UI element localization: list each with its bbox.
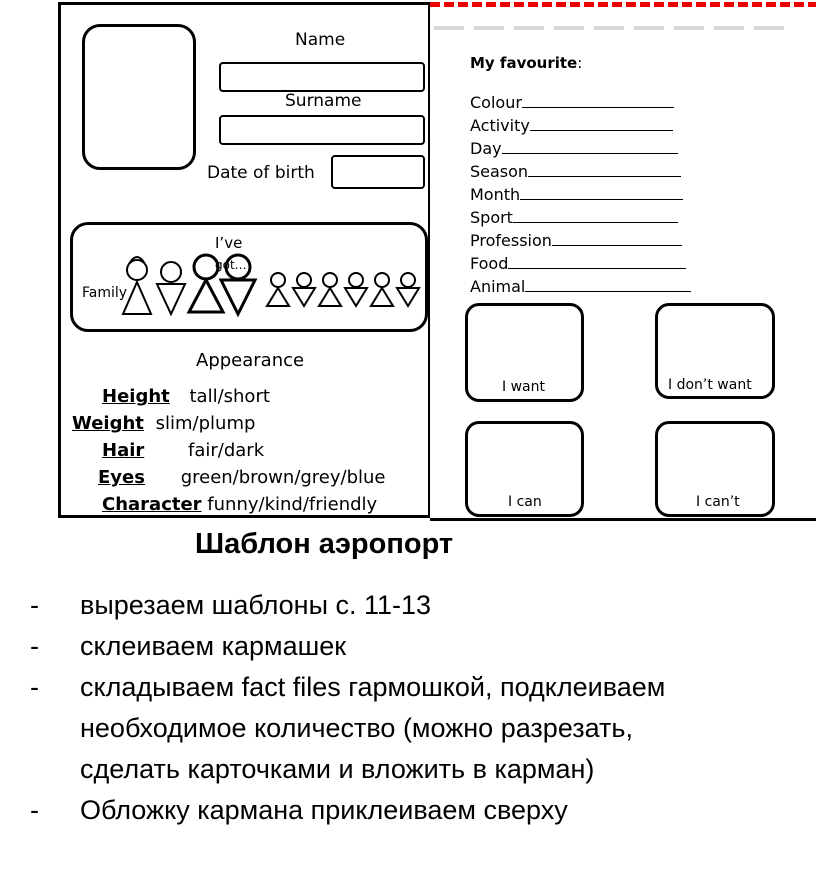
favourite-item — [470, 183, 691, 206]
appearance-value: green/brown/grey/blue — [180, 467, 386, 488]
card-label: I want — [502, 379, 545, 395]
family-label: Family — [82, 285, 128, 301]
favourite-blank[interactable] — [530, 116, 673, 131]
surname-label: Surname — [285, 91, 362, 111]
favourite-item — [470, 275, 691, 298]
favourite-title-text: My favourite — [470, 54, 578, 72]
appearance-row — [102, 386, 270, 407]
appearance-row — [102, 440, 264, 461]
favourite-item — [470, 160, 691, 183]
appearance-value: slim/plump — [155, 413, 256, 434]
appearance-key: Weight — [72, 413, 144, 434]
appearance-key: Character — [102, 494, 202, 515]
appearance-key: Eyes — [98, 467, 145, 488]
favourite-title-colon: : — [577, 54, 583, 72]
appearance-title: Appearance — [196, 350, 305, 371]
dob-label: Date of birth — [207, 163, 315, 183]
favourite-item — [470, 206, 691, 229]
right-panel-bottom-line — [430, 518, 816, 521]
instructions-title: Шаблон аэропорт — [195, 528, 454, 560]
appearance-value: tall/short — [189, 386, 270, 407]
instructions-list — [30, 585, 810, 831]
instruction-item — [30, 667, 720, 790]
card-label: I can’t — [696, 494, 740, 510]
appearance-row — [72, 413, 255, 434]
favourite-blank[interactable] — [508, 254, 686, 269]
favourite-item — [470, 114, 691, 137]
favourite-label: Animal — [470, 277, 526, 296]
favourite-label: Food — [470, 254, 509, 273]
favourite-label: Sport — [470, 208, 513, 227]
appearance-row — [98, 467, 386, 488]
photo-frame — [82, 24, 196, 170]
fold-line — [434, 15, 814, 21]
card-label: I can — [508, 494, 542, 510]
appearance-key: Hair — [102, 440, 145, 461]
favourite-label: Colour — [470, 93, 522, 112]
appearance-row — [102, 494, 377, 515]
favourite-label: Day — [470, 139, 502, 158]
bullet-dash: - — [30, 795, 39, 825]
favourite-item — [470, 137, 691, 160]
favourite-list — [470, 91, 691, 298]
favourite-blank[interactable] — [525, 277, 691, 292]
instruction-text: вырезаем шаблоны с. 11-13 — [80, 590, 432, 620]
ive-got-label-line2: got… — [215, 258, 247, 272]
card-i-can[interactable] — [465, 421, 584, 517]
card-i-cant[interactable] — [655, 421, 775, 517]
cut-edge — [430, 2, 816, 7]
bullet-dash: - — [30, 590, 39, 620]
instruction-text: Обложку кармана приклеиваем сверху — [80, 795, 568, 825]
favourite-blank[interactable] — [520, 185, 683, 200]
bullet-dash: - — [30, 672, 39, 702]
favourite-blank[interactable] — [552, 231, 682, 246]
appearance-value: funny/kind/friendly — [207, 494, 378, 515]
favourite-label: Activity — [470, 116, 530, 135]
name-label: Name — [295, 30, 346, 50]
bullet-dash: - — [30, 631, 39, 661]
card-label: I don’t want — [668, 377, 752, 393]
instruction-item — [30, 585, 810, 626]
dob-field[interactable] — [331, 155, 425, 189]
family-figures-icon — [115, 250, 430, 320]
name-field[interactable] — [219, 62, 425, 92]
instruction-text: складываем fact files гармошкой, подклеиваем необходимое количество (можно разрезать, сделать карточками и вложить в карман) — [80, 672, 666, 784]
favourite-label: Profession — [470, 231, 552, 250]
instruction-item — [30, 790, 810, 831]
ive-got-label-line1: I’ve — [215, 234, 243, 252]
surname-field[interactable] — [219, 115, 425, 145]
favourite-item — [470, 91, 691, 114]
appearance-value: fair/dark — [188, 440, 265, 461]
instruction-item — [30, 626, 810, 667]
appearance-key: Height — [102, 386, 170, 407]
favourite-blank[interactable] — [513, 208, 678, 223]
favourite-title — [470, 54, 582, 72]
favourite-item — [470, 229, 691, 252]
favourite-blank[interactable] — [522, 93, 674, 108]
card-i-dont-want[interactable] — [655, 303, 775, 399]
favourite-blank[interactable] — [502, 139, 678, 154]
favourite-blank[interactable] — [528, 162, 681, 177]
instruction-text: склеиваем кармашек — [80, 631, 347, 661]
favourite-label: Season — [470, 162, 529, 181]
favourite-item — [470, 252, 691, 275]
favourite-label: Month — [470, 185, 521, 204]
card-i-want[interactable] — [465, 303, 584, 402]
